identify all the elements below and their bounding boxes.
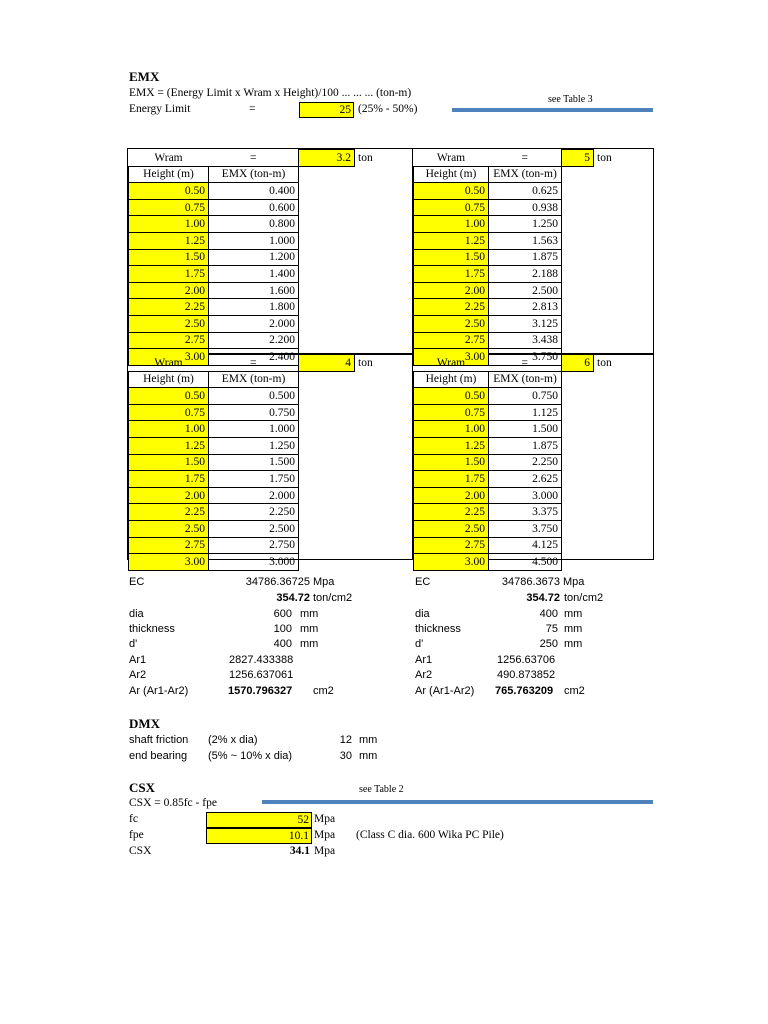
- empty-cell: [299, 199, 415, 216]
- ec-ton-value: 354.72: [276, 592, 310, 604]
- separator-rule: [262, 800, 653, 804]
- height-column-header: Height (m): [414, 371, 489, 388]
- csx-formula: CSX = 0.85fc - fpe: [129, 797, 217, 809]
- ec-value: 34786.36725: [245, 576, 310, 588]
- empty-cell: [299, 266, 415, 283]
- height-cell[interactable]: 1.25: [414, 437, 489, 454]
- height-cell[interactable]: 1.00: [414, 216, 489, 233]
- emx-cell: 0.938: [489, 199, 562, 216]
- table-row: [414, 249, 654, 266]
- ar1-value: 2827.433388: [229, 654, 294, 666]
- table-row: [129, 282, 415, 299]
- table-row: [129, 183, 415, 200]
- empty-cell: [562, 471, 654, 488]
- wram-equals: =: [209, 150, 299, 167]
- dia-unit: mm: [564, 608, 583, 620]
- shaft-friction-formula: (2% x dia): [208, 734, 258, 746]
- d-label: d': [129, 638, 138, 650]
- thickness-label: thickness: [129, 623, 175, 635]
- height-cell[interactable]: 2.00: [414, 282, 489, 299]
- table-row: [414, 282, 654, 299]
- ar2-label: Ar2: [415, 669, 433, 681]
- emx-cell: 2.188: [489, 266, 562, 283]
- empty-cell: [299, 388, 415, 405]
- end-bearing-label: end bearing: [129, 750, 188, 762]
- table-row: [129, 471, 415, 488]
- emx-cell: 1.750: [209, 471, 299, 488]
- see-table-2: see Table 2: [359, 784, 404, 795]
- d-value: 400: [273, 638, 292, 650]
- height-cell[interactable]: 1.50: [414, 454, 489, 471]
- empty-cell: [299, 166, 415, 183]
- dia-value: 600: [273, 608, 292, 620]
- empty-cell: [562, 421, 654, 438]
- height-cell[interactable]: 1.00: [129, 421, 209, 438]
- wram-equals: =: [489, 150, 562, 167]
- height-cell[interactable]: 2.00: [414, 487, 489, 504]
- end-bearing-value: 30: [339, 750, 352, 762]
- height-cell[interactable]: 2.00: [129, 487, 209, 504]
- empty-cell: [562, 183, 654, 200]
- empty-cell: [299, 537, 415, 554]
- height-cell[interactable]: 1.75: [129, 266, 209, 283]
- table-row: [414, 504, 654, 521]
- wram-label: Wram: [414, 355, 489, 372]
- empty-cell: [562, 487, 654, 504]
- empty-cell: [299, 471, 415, 488]
- table-row: [414, 471, 654, 488]
- thickness-unit: mm: [300, 623, 319, 635]
- wram-value[interactable]: 6: [562, 355, 594, 372]
- empty-cell: [299, 232, 415, 249]
- empty-cell: [562, 504, 654, 521]
- emx-cell: 3.000: [209, 554, 299, 571]
- emx-cell: 4.125: [489, 537, 562, 554]
- empty-cell: [562, 249, 654, 266]
- height-cell[interactable]: 1.25: [129, 437, 209, 454]
- thickness-value: 75: [545, 623, 558, 635]
- height-cell[interactable]: 1.50: [414, 249, 489, 266]
- height-cell[interactable]: 0.50: [414, 388, 489, 405]
- emx-cell: 0.600: [209, 199, 299, 216]
- dia-label: dia: [129, 608, 144, 620]
- table-row: [129, 199, 415, 216]
- empty-cell: [299, 249, 415, 266]
- d-unit: mm: [564, 638, 583, 650]
- emx-table-block: [128, 149, 415, 366]
- shaft-friction-unit: mm: [359, 734, 378, 746]
- emx-cell: 1.875: [489, 249, 562, 266]
- table-row: [129, 504, 415, 521]
- emx-cell: 2.750: [209, 537, 299, 554]
- height-cell[interactable]: 0.50: [414, 183, 489, 200]
- empty-cell: [299, 554, 415, 571]
- emx-cell: 0.400: [209, 183, 299, 200]
- wram-label: Wram: [129, 355, 209, 372]
- table-row: [414, 216, 654, 233]
- height-column-header: Height (m): [129, 166, 209, 183]
- dia-label: dia: [415, 608, 430, 620]
- d-label: d': [415, 638, 424, 650]
- height-cell[interactable]: 0.50: [129, 183, 209, 200]
- table-row: [414, 199, 654, 216]
- fc-unit: Mpa: [314, 813, 336, 825]
- empty-cell: [562, 537, 654, 554]
- table-row: [414, 454, 654, 471]
- emx-cell: 2.625: [489, 471, 562, 488]
- table-row: [129, 404, 415, 421]
- height-cell[interactable]: 2.50: [414, 315, 489, 332]
- height-cell[interactable]: 2.25: [129, 504, 209, 521]
- ec-ton-unit: ton/cm2: [313, 592, 353, 604]
- csx-label: CSX: [129, 845, 152, 857]
- ar1-value: 1256.63706: [497, 654, 556, 666]
- fpe-label: fpe: [129, 829, 144, 841]
- ec-label: EC: [129, 576, 145, 588]
- emx-cell: 1.875: [489, 437, 562, 454]
- empty-cell: [562, 554, 654, 571]
- height-cell[interactable]: 2.50: [414, 520, 489, 537]
- ar-value: 1570.796327: [228, 685, 293, 697]
- emx-column-header: EMX (ton-m): [209, 166, 299, 183]
- table-row: [414, 232, 654, 249]
- thickness-unit: mm: [564, 623, 583, 635]
- emx-cell: 1.600: [209, 282, 299, 299]
- emx-cell: 2.000: [209, 487, 299, 504]
- height-cell[interactable]: 0.75: [414, 199, 489, 216]
- wram-label: Wram: [414, 150, 489, 167]
- ar2-value: 490.873852: [497, 669, 556, 681]
- csx-value: 34.1: [289, 845, 310, 857]
- emx-cell: 2.400: [209, 349, 299, 366]
- emx-column-header: EMX (ton-m): [489, 166, 562, 183]
- empty-cell: [299, 371, 415, 388]
- emx-cell: 3.125: [489, 315, 562, 332]
- empty-cell: [299, 332, 415, 349]
- height-cell[interactable]: 2.75: [414, 332, 489, 349]
- emx-cell: 3.750: [489, 349, 562, 366]
- height-cell[interactable]: 2.25: [129, 299, 209, 316]
- table-row: [414, 487, 654, 504]
- emx-cell: 1.500: [209, 454, 299, 471]
- table-row: [414, 332, 654, 349]
- height-cell[interactable]: 0.50: [129, 388, 209, 405]
- ar-unit: cm2: [564, 685, 585, 697]
- table-row: [129, 454, 415, 471]
- empty-cell: [562, 520, 654, 537]
- energy-limit-label: Energy Limit: [129, 103, 191, 115]
- height-cell[interactable]: 2.75: [414, 537, 489, 554]
- empty-cell: [299, 487, 415, 504]
- ar-value: 765.763209: [495, 685, 554, 697]
- see-table-3: see Table 3: [548, 94, 593, 105]
- table-row: [414, 520, 654, 537]
- height-cell[interactable]: 1.75: [129, 471, 209, 488]
- empty-cell: [299, 216, 415, 233]
- table-row: [414, 537, 654, 554]
- height-cell[interactable]: 2.25: [414, 504, 489, 521]
- wram-value[interactable]: 5: [562, 150, 594, 167]
- ar1-label: Ar1: [129, 654, 147, 666]
- height-cell[interactable]: 1.25: [129, 232, 209, 249]
- csx-unit: Mpa: [314, 845, 336, 857]
- table-row: [129, 232, 415, 249]
- table-row: [129, 421, 415, 438]
- thickness-label: thickness: [415, 623, 461, 635]
- emx-cell: 3.000: [489, 487, 562, 504]
- emx-title: EMX: [129, 69, 160, 84]
- emx-column-header: EMX (ton-m): [209, 371, 299, 388]
- wram-label: Wram: [129, 150, 209, 167]
- ar1-label: Ar1: [415, 654, 433, 666]
- ec-label: EC: [415, 576, 431, 588]
- emx-cell: 3.375: [489, 504, 562, 521]
- table-row: [414, 299, 654, 316]
- ec-unit: Mpa: [563, 576, 585, 588]
- empty-cell: [562, 216, 654, 233]
- table-row: [414, 554, 654, 571]
- table-row: [129, 315, 415, 332]
- wram-equals: =: [209, 355, 299, 372]
- empty-cell: [562, 371, 654, 388]
- table-row: [129, 299, 415, 316]
- emx-cell: 1.250: [489, 216, 562, 233]
- ec-ton-unit: ton/cm2: [564, 592, 604, 604]
- table-row: [129, 437, 415, 454]
- table-row: [414, 388, 654, 405]
- empty-cell: [299, 504, 415, 521]
- fc-label: fc: [129, 813, 138, 825]
- emx-cell: 1.000: [209, 421, 299, 438]
- empty-cell: [562, 388, 654, 405]
- table-row: [414, 266, 654, 283]
- empty-cell: [299, 183, 415, 200]
- d-unit: mm: [300, 638, 319, 650]
- emx-cell: 0.750: [489, 388, 562, 405]
- table-row: [414, 404, 654, 421]
- height-column-header: Height (m): [129, 371, 209, 388]
- height-cell[interactable]: 1.50: [129, 454, 209, 471]
- table-row: [129, 332, 415, 349]
- emx-cell: 2.500: [209, 520, 299, 537]
- thickness-value: 100: [273, 623, 292, 635]
- wram-value[interactable]: 4: [299, 355, 355, 372]
- ar2-label: Ar2: [129, 669, 147, 681]
- ec-unit: Mpa: [313, 576, 335, 588]
- emx-cell: 1.500: [489, 421, 562, 438]
- ec-value: 34786.3673: [501, 576, 560, 588]
- fpe-note: (Class C dia. 600 Wika PC Pile): [356, 829, 504, 841]
- wram-equals: =: [489, 355, 562, 372]
- height-cell[interactable]: 0.75: [129, 404, 209, 421]
- wram-value[interactable]: 3.2: [299, 150, 355, 167]
- ar-unit: cm2: [313, 685, 334, 697]
- wram-unit: ton: [358, 356, 373, 369]
- dmx-title: DMX: [129, 716, 161, 731]
- emx-cell: 1.800: [209, 299, 299, 316]
- end-bearing-unit: mm: [359, 750, 378, 762]
- dia-value: 400: [539, 608, 558, 620]
- empty-cell: [299, 437, 415, 454]
- empty-cell: [562, 282, 654, 299]
- empty-cell: [562, 437, 654, 454]
- height-cell[interactable]: 3.00: [129, 349, 209, 366]
- height-cell[interactable]: 1.50: [129, 249, 209, 266]
- table-row: [129, 554, 415, 571]
- height-column-header: Height (m): [414, 166, 489, 183]
- empty-cell: [299, 421, 415, 438]
- height-cell[interactable]: 3.00: [414, 349, 489, 366]
- emx-cell: 1.250: [209, 437, 299, 454]
- energy-limit-value[interactable]: 25: [299, 102, 354, 118]
- height-cell[interactable]: 3.00: [129, 554, 209, 571]
- empty-cell: [562, 332, 654, 349]
- empty-cell: [562, 454, 654, 471]
- height-cell[interactable]: 2.00: [129, 282, 209, 299]
- empty-cell: [562, 266, 654, 283]
- table-row: [129, 216, 415, 233]
- empty-cell: [562, 299, 654, 316]
- table-row: [129, 266, 415, 283]
- separator-rule: [452, 108, 653, 112]
- table-row: [129, 388, 415, 405]
- table-row: [129, 249, 415, 266]
- emx-table-block: [413, 354, 654, 571]
- empty-cell: [299, 299, 415, 316]
- emx-cell: 1.000: [209, 232, 299, 249]
- table-row: [414, 315, 654, 332]
- emx-cell: 2.250: [209, 504, 299, 521]
- emx-cell: 2.813: [489, 299, 562, 316]
- emx-cell: 1.563: [489, 232, 562, 249]
- height-cell[interactable]: 1.75: [414, 266, 489, 283]
- empty-cell: [299, 315, 415, 332]
- emx-cell: 2.500: [489, 282, 562, 299]
- emx-cell: 1.125: [489, 404, 562, 421]
- height-cell[interactable]: 2.75: [129, 332, 209, 349]
- energy-limit-range: (25% - 50%): [358, 103, 418, 115]
- fpe-unit: Mpa: [314, 829, 336, 841]
- dia-unit: mm: [300, 608, 319, 620]
- emx-formula: EMX = (Energy Limit x Wram x Height)/100 ... ... ... (ton-m): [129, 87, 412, 99]
- height-cell[interactable]: 2.50: [129, 520, 209, 537]
- fpe-value[interactable]: 10.1: [206, 828, 312, 844]
- empty-cell: [562, 404, 654, 421]
- wram-unit: ton: [597, 356, 612, 369]
- emx-table-block: [128, 354, 415, 571]
- emx-cell: 0.800: [209, 216, 299, 233]
- height-cell[interactable]: 0.75: [129, 199, 209, 216]
- empty-cell: [299, 520, 415, 537]
- table-row: [414, 437, 654, 454]
- d-value: 250: [539, 638, 558, 650]
- height-cell[interactable]: 1.00: [414, 421, 489, 438]
- height-cell[interactable]: 3.00: [414, 554, 489, 571]
- emx-cell: 2.200: [209, 332, 299, 349]
- emx-cell: 3.438: [489, 332, 562, 349]
- table-row: [129, 520, 415, 537]
- empty-cell: [562, 199, 654, 216]
- emx-cell: 1.200: [209, 249, 299, 266]
- height-cell[interactable]: 2.75: [129, 537, 209, 554]
- emx-cell: 4.500: [489, 554, 562, 571]
- ec-ton-value: 354.72: [526, 592, 560, 604]
- empty-cell: [299, 282, 415, 299]
- height-cell[interactable]: 2.25: [414, 299, 489, 316]
- table-row: [414, 421, 654, 438]
- csx-title: CSX: [129, 780, 156, 795]
- ar-label: Ar (Ar1-Ar2): [415, 685, 475, 697]
- emx-table-block: [413, 149, 654, 366]
- end-bearing-formula: (5% ~ 10% x dia): [208, 750, 293, 762]
- emx-cell: 2.000: [209, 315, 299, 332]
- empty-cell: [299, 454, 415, 471]
- emx-cell: 3.750: [489, 520, 562, 537]
- height-cell[interactable]: 1.00: [129, 216, 209, 233]
- ar2-value: 1256.637061: [229, 669, 294, 681]
- energy-limit-equals: =: [249, 103, 256, 115]
- emx-cell: 0.500: [209, 388, 299, 405]
- empty-cell: [562, 315, 654, 332]
- wram-unit: ton: [358, 151, 373, 164]
- empty-cell: [562, 166, 654, 183]
- emx-cell: 0.750: [209, 404, 299, 421]
- emx-cell: 1.400: [209, 266, 299, 283]
- table-row: [414, 183, 654, 200]
- empty-cell: [562, 232, 654, 249]
- shaft-friction-value: 12: [339, 734, 352, 746]
- emx-cell: 0.625: [489, 183, 562, 200]
- ar-label: Ar (Ar1-Ar2): [129, 685, 189, 697]
- empty-cell: [299, 404, 415, 421]
- table-row: [129, 537, 415, 554]
- height-cell[interactable]: 1.25: [414, 232, 489, 249]
- height-cell[interactable]: 1.75: [414, 471, 489, 488]
- emx-cell: 2.250: [489, 454, 562, 471]
- wram-unit: ton: [597, 151, 612, 164]
- height-cell[interactable]: 0.75: [414, 404, 489, 421]
- fc-value[interactable]: 52: [206, 812, 312, 828]
- height-cell[interactable]: 2.50: [129, 315, 209, 332]
- emx-column-header: EMX (ton-m): [489, 371, 562, 388]
- shaft-friction-label: shaft friction: [129, 734, 189, 746]
- table-row: [129, 487, 415, 504]
